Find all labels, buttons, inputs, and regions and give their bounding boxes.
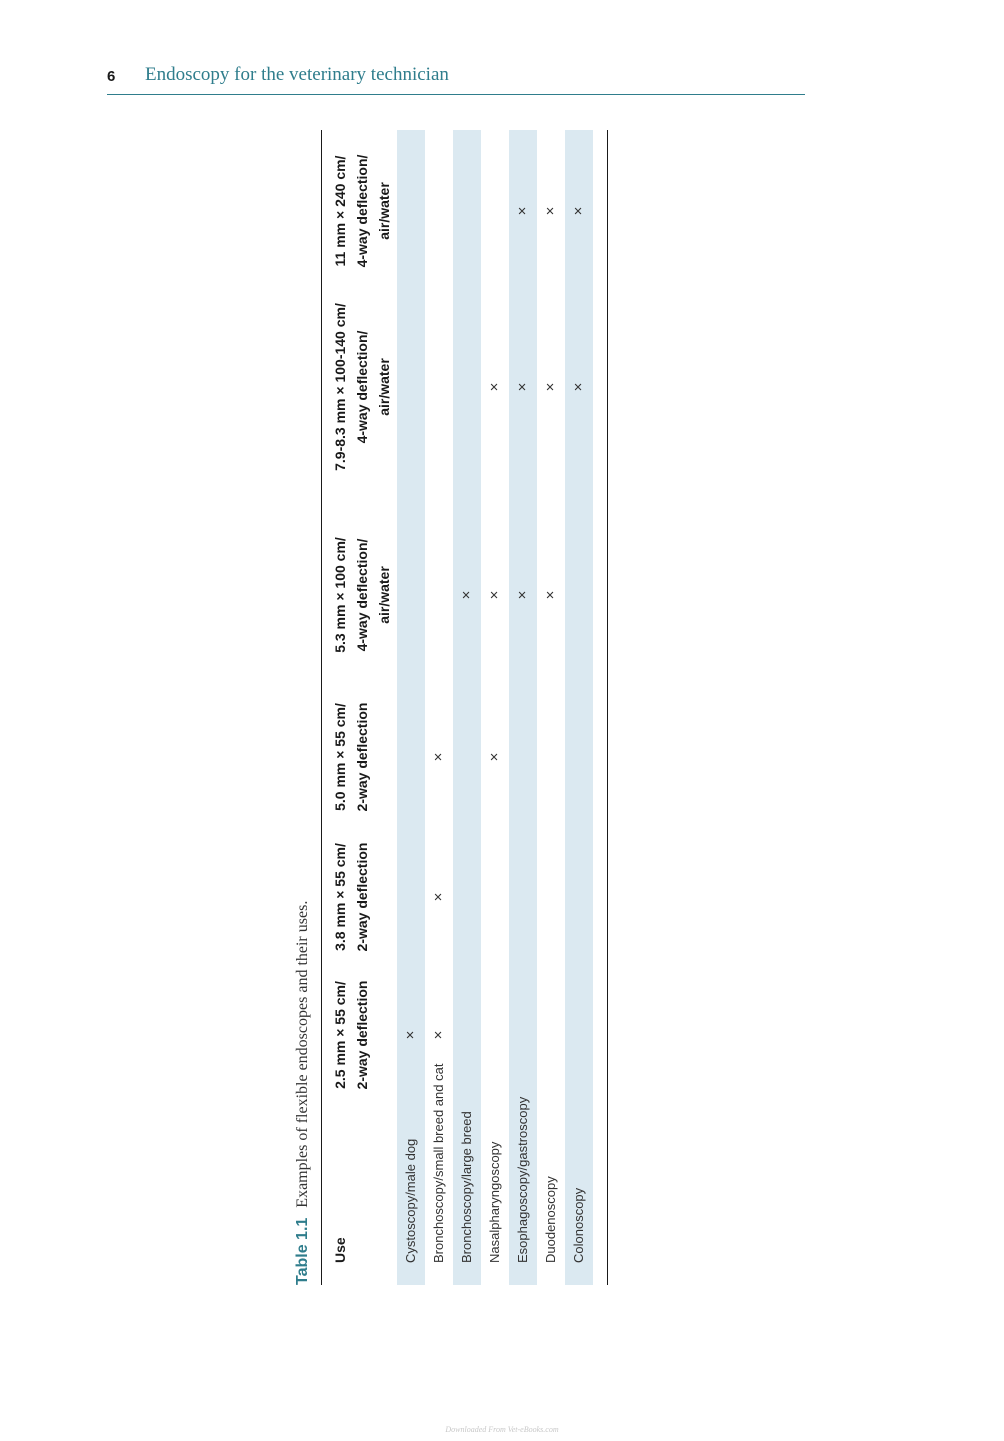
check-mark: ×: [430, 892, 447, 902]
check-mark: ×: [570, 206, 587, 216]
column-header-line: 5.0 mm × 55 cm/: [332, 703, 348, 811]
check-mark: ×: [486, 382, 503, 392]
use-cell: Bronchoscopy/large breed: [459, 1111, 474, 1263]
table-header: [322, 130, 398, 1285]
table-row: [397, 130, 425, 1285]
page-number: 6: [107, 68, 116, 85]
column-header-4: [329, 537, 395, 653]
use-cell: Nasalpharyngoscopy: [487, 1141, 502, 1263]
use-cell: Cystoscopy/male dog: [403, 1138, 418, 1263]
check-mark: ×: [514, 382, 531, 392]
check-mark: ×: [430, 1030, 447, 1040]
column-header-5: [329, 303, 395, 471]
column-header-use: Use: [332, 1237, 348, 1263]
column-header-line: 7.9-8.3 mm × 100-140 cm/: [332, 303, 348, 471]
check-mark: ×: [458, 590, 475, 600]
table-caption: [285, 901, 321, 1285]
check-mark: ×: [542, 206, 559, 216]
column-header-line: 2-way deflection: [354, 842, 370, 952]
column-header-line: 4-way deflection/: [354, 154, 370, 268]
column-header-line: 2-way deflection: [354, 980, 370, 1090]
column-header-line: 4-way deflection/: [354, 330, 370, 444]
table-label: Table 1.1: [294, 1217, 311, 1285]
check-mark: ×: [570, 382, 587, 392]
column-header-line: 5.3 mm × 100 cm/: [332, 537, 348, 653]
table-row: [425, 130, 453, 1285]
column-header-3: [329, 703, 395, 812]
column-header-2: [329, 843, 395, 952]
column-header-line: 11 mm × 240 cm/: [332, 155, 348, 267]
check-mark: ×: [402, 1030, 419, 1040]
check-mark: ×: [542, 590, 559, 600]
check-mark: ×: [542, 382, 559, 392]
column-header-line: 2.5 mm × 55 cm/: [332, 981, 348, 1089]
column-header-6: [329, 155, 395, 268]
table-row: [537, 130, 565, 1285]
use-cell: Esophagoscopy/gastroscopy: [515, 1096, 530, 1263]
running-header: [107, 64, 805, 95]
column-header-line: 2-way deflection: [354, 702, 370, 812]
use-cell: Bronchoscopy/small breed and cat: [431, 1063, 446, 1263]
endoscope-table: [321, 130, 608, 1285]
download-note: Downloaded From Vet-eBooks.com: [445, 1425, 559, 1434]
check-mark: ×: [486, 590, 503, 600]
check-mark: ×: [486, 752, 503, 762]
check-mark: ×: [430, 752, 447, 762]
column-header-line: air/water: [376, 182, 392, 240]
table-caption-text: Examples of flexible endoscopes and their uses.: [294, 900, 311, 1208]
column-header-line: air/water: [376, 566, 392, 624]
column-header-line: [373, 703, 395, 812]
column-header-line: 3.8 mm × 55 cm/: [332, 843, 348, 951]
check-mark: ×: [514, 590, 531, 600]
use-cell: Colonoscopy: [571, 1187, 586, 1263]
table-row: [481, 130, 509, 1285]
table-row: [565, 130, 593, 1285]
book-title: Endoscopy for the veterinary technician: [145, 64, 449, 85]
column-header-line: 4-way deflection/: [354, 538, 370, 652]
column-header-line: [373, 843, 395, 952]
use-cell: Duodenoscopy: [543, 1176, 558, 1263]
table-row: [509, 130, 537, 1285]
column-header-1: [329, 981, 395, 1090]
column-header-line: [373, 981, 395, 1090]
check-mark: ×: [514, 206, 531, 216]
column-header-line: air/water: [376, 358, 392, 416]
table-row: [453, 130, 481, 1285]
rotated-table-block: [285, 130, 610, 1285]
